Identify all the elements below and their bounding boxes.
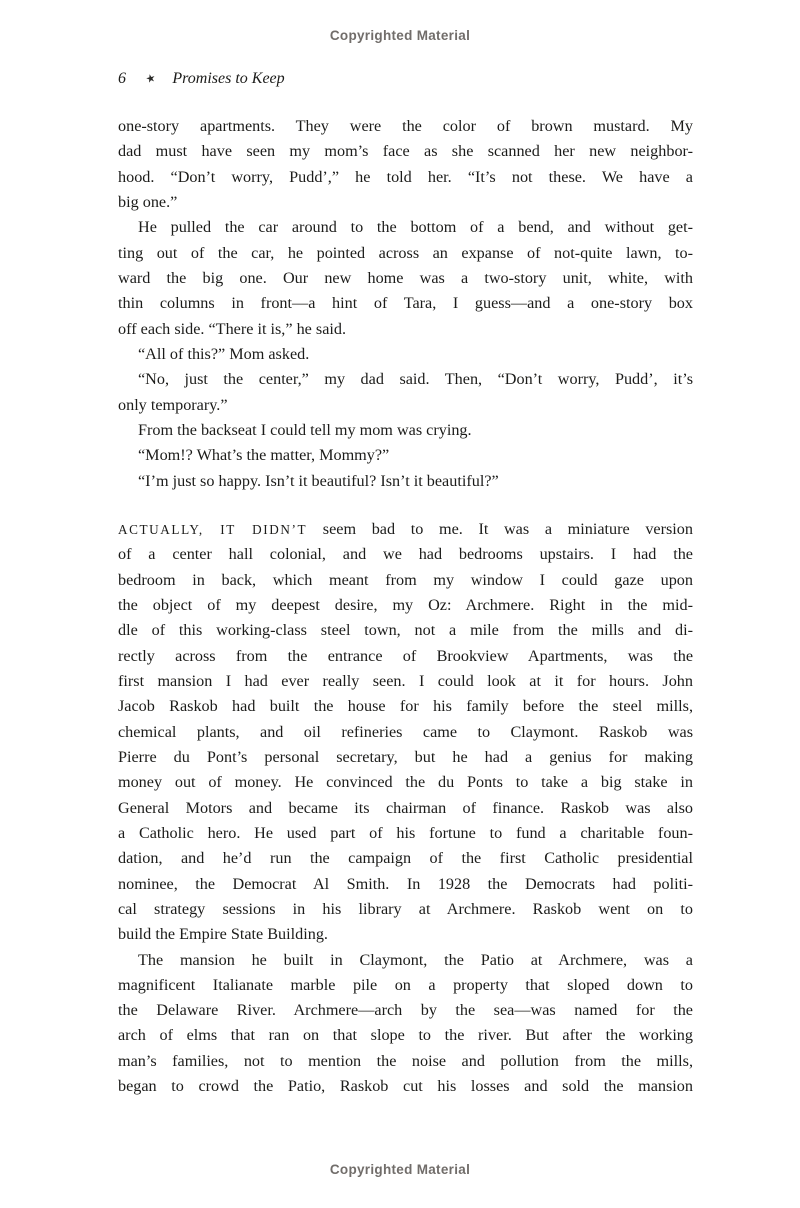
- text-line: nominee, the Democrat Al Smith. In 1928 the Democrats had politi-: [118, 874, 693, 893]
- page-body: [118, 114, 693, 1099]
- text-line: magnificent Italianate marble pile on a property that sloped down to: [118, 975, 693, 994]
- paragraph: [118, 443, 693, 468]
- text-line: chemical plants, and oil refineries came to Claymont. Raskob was: [118, 722, 693, 741]
- copyright-notice-bottom: Copyrighted Material: [329, 1162, 471, 1177]
- text-line: first mansion I had ever really seen. I could look at it for hours. John: [118, 671, 693, 690]
- copyright-notice-top: Copyrighted Material: [329, 28, 471, 43]
- text-line: He pulled the car around to the bottom of a bend, and without get-: [138, 218, 693, 237]
- text-line: the object of my deepest desire, my Oz: Archmere. Right in the mid-: [118, 595, 693, 614]
- smallcaps-lead: ACTUALLY, IT DIDN’T: [118, 521, 308, 537]
- paragraph: [118, 517, 693, 948]
- paragraph: [118, 948, 693, 1100]
- text-line: rectly across from the entrance of Brookview Apartments, was the: [118, 646, 693, 665]
- text-line: the Delaware River. Archmere—arch by the sea—was named for the: [118, 1001, 693, 1020]
- paragraph: [118, 215, 693, 342]
- text-line: began to crowd the Patio, Raskob cut his losses and sold the mansion: [118, 1077, 693, 1096]
- text-line: big one.”: [118, 192, 178, 211]
- text-line: ting out of the car, he pointed across an expanse of not-quite lawn, to-: [118, 243, 693, 262]
- text-line: man’s families, not to mention the noise and pollution from the mills,: [118, 1051, 693, 1070]
- paragraph: [118, 114, 693, 215]
- text-line: The mansion he built in Claymont, the Patio at Archmere, was a: [138, 950, 693, 969]
- running-head: [118, 70, 285, 88]
- text-line: ACTUALLY, IT DIDN’T seem bad to me. It was a miniature version: [118, 519, 693, 538]
- text-line: money out of money. He convinced the du Ponts to take a big stake in: [118, 773, 693, 792]
- text-line: Jacob Raskob had built the house for his family before the steel mills,: [118, 697, 693, 716]
- paragraph: [118, 418, 693, 443]
- text-line: of a center hall colonial, and we had bedrooms upstairs. I had the: [118, 545, 693, 564]
- text-line: dle of this working-class steel town, not a mile from the mills and di-: [118, 621, 693, 640]
- paragraph: [118, 469, 693, 494]
- text-line: cal strategy sessions in his library at Archmere. Raskob went on to: [118, 899, 693, 918]
- text-line: bedroom in back, which meant from my window I could gaze upon: [118, 570, 693, 589]
- section-break: [118, 494, 693, 517]
- star-icon: ★: [144, 71, 157, 87]
- text-line: only temporary.”: [118, 395, 228, 414]
- text-line: hood. “Don’t worry, Pudd’,” he told her. “It’s not these. We have a: [118, 167, 693, 186]
- text-line: General Motors and became its chairman of finance. Raskob was also: [118, 798, 693, 817]
- text-line: arch of elms that ran on that slope to the river. But after the working: [118, 1026, 693, 1045]
- text-line: ward the big one. Our new home was a two-story unit, white, with: [118, 268, 693, 287]
- page-number: 6: [118, 70, 127, 87]
- paragraph: [118, 367, 693, 418]
- text-line: “All of this?” Mom asked.: [138, 344, 310, 363]
- text-line: dation, and he’d run the campaign of the first Catholic presidential: [118, 849, 693, 868]
- running-head-book-title: Promises to Keep: [172, 70, 285, 87]
- text-line: build the Empire State Building.: [118, 925, 328, 944]
- paragraph: [118, 342, 693, 367]
- text-line: Pierre du Pont’s personal secretary, but he had a genius for making: [118, 747, 693, 766]
- text-line: a Catholic hero. He used part of his fortune to fund a charitable foun-: [118, 823, 693, 842]
- text-line: From the backseat I could tell my mom was crying.: [138, 420, 472, 439]
- text-line: dad must have seen my mom’s face as she scanned her new neighbor-: [118, 142, 693, 161]
- text-line: one-story apartments. They were the color of brown mustard. My: [118, 117, 693, 135]
- text-line: off each side. “There it is,” he said.: [118, 319, 347, 338]
- text-line: thin columns in front—a hint of Tara, I guess—and a one-story box: [118, 294, 693, 313]
- text-line: “I’m just so happy. Isn’t it beautiful? Isn’t it beautiful?”: [138, 471, 499, 490]
- text-line: “Mom!? What’s the matter, Mommy?”: [138, 446, 390, 465]
- text-line: “No, just the center,” my dad said. Then, “Don’t worry, Pudd’, it’s: [138, 370, 693, 389]
